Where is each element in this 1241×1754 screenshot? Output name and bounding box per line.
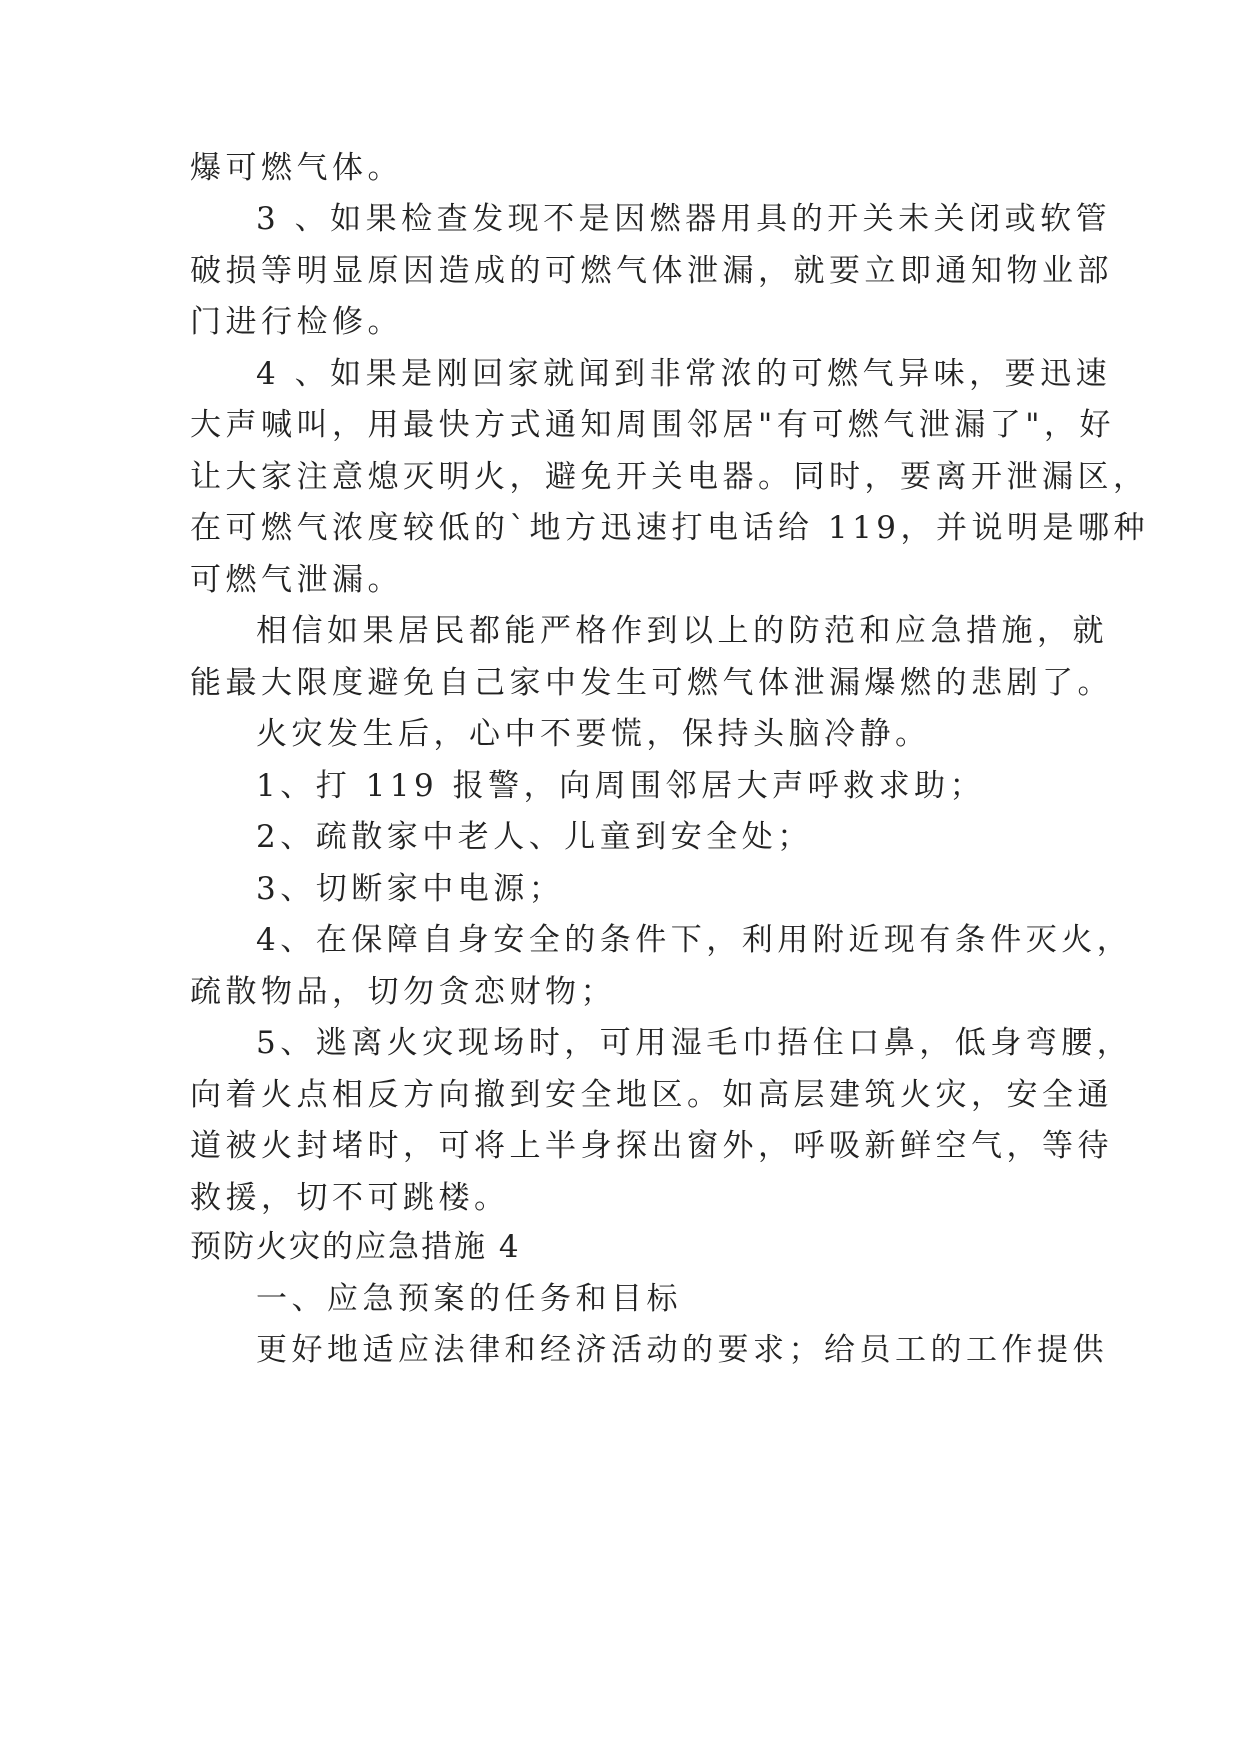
text-line: 4 、如果是刚回家就闻到非常浓的可燃气异味，要迅速 [256, 356, 1112, 392]
text-line: 3 、如果检查发现不是因燃器用具的开关未关闭或软管 [256, 201, 1112, 237]
text-line: 破损等明显原因造成的可燃气体泄漏，就要立即通知物业部 [190, 253, 1113, 289]
text-line: 更好地适应法律和经济活动的要求；给员工的工作提供 [256, 1332, 1108, 1368]
text-line: 门进行检修。 [190, 304, 403, 340]
text-line: 向着火点相反方向撤到安全地区。如高层建筑火灾，安全通 [190, 1077, 1113, 1113]
text-line: 疏散物品，切勿贪恋财物； [190, 974, 616, 1010]
text-line: 火灾发生后，心中不要慌，保持头脑冷静。 [256, 716, 931, 752]
text-line: 在可燃气浓度较低的`地方迅速打电话给 119，并说明是哪种 [190, 510, 1150, 546]
text-line: 一、应急预案的任务和目标 [256, 1281, 682, 1317]
text-line: 可燃气泄漏。 [190, 562, 403, 598]
text-line: 相信如果居民都能严格作到以上的防范和应急措施，就 [256, 613, 1108, 649]
text-line: 5、逃离火灾现场时，可用湿毛巾捂住口鼻，低身弯腰， [256, 1025, 1133, 1061]
text-line: 大声喊叫，用最快方式通知周围邻居"有可燃气泄漏了"，好 [190, 407, 1116, 443]
text-line: 爆可燃气体。 [190, 150, 403, 186]
text-line: 救援，切不可跳楼。 [190, 1180, 510, 1216]
text-line: 道被火封堵时，可将上半身探出窗外，呼吸新鲜空气，等待 [190, 1128, 1113, 1164]
text-line: 2、疏散家中老人、儿童到安全处； [256, 819, 813, 855]
text-line: 能最大限度避免自己家中发生可燃气体泄漏爆燃的悲剧了。 [190, 665, 1113, 701]
text-line: 4、在保障自身安全的条件下，利用附近现有条件灭火， [256, 922, 1133, 958]
section-heading: 预防火灾的应急措施 4 [190, 1229, 521, 1265]
text-line: 3、切断家中电源； [256, 871, 565, 907]
text-line: 1、打 119 报警，向周围邻居大声呼救求助； [256, 768, 986, 804]
text-line: 让大家注意熄灭明火，避免开关电器。同时，要离开泄漏区， [190, 459, 1149, 495]
